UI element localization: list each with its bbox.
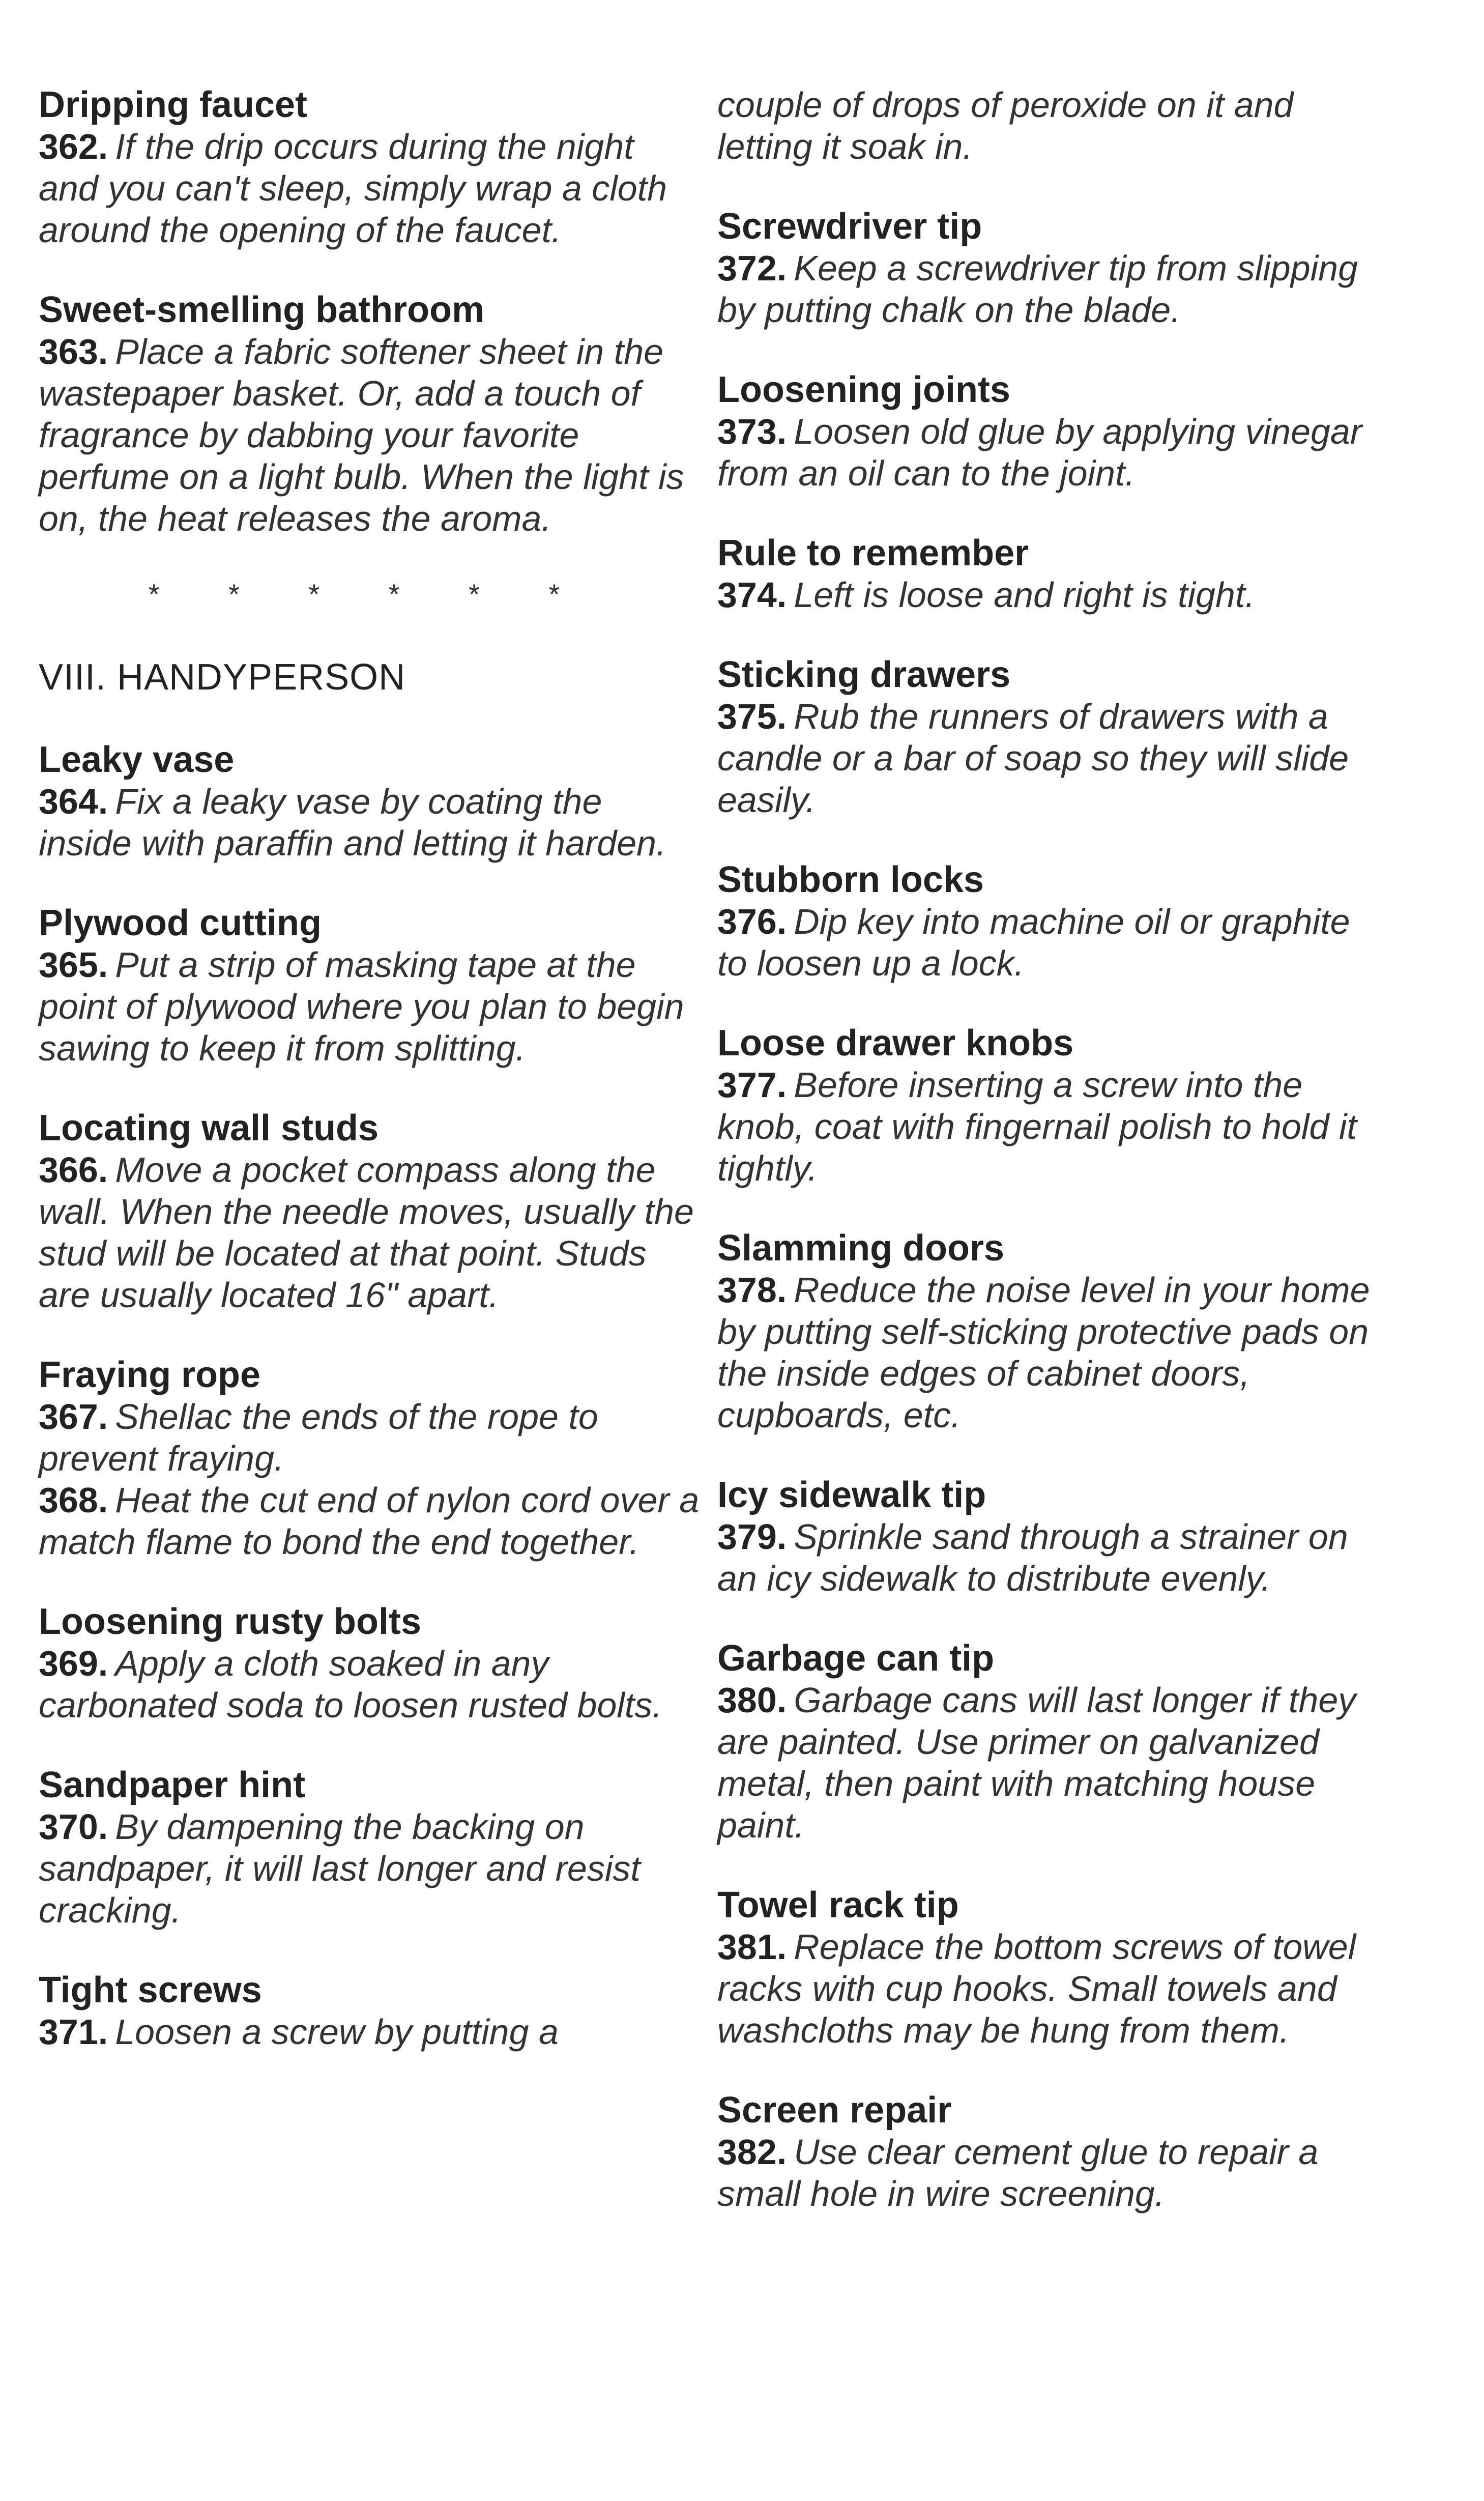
tip-entry	[717, 1474, 1379, 1599]
tip-entry	[39, 1354, 700, 1563]
tip-number: 364.	[39, 782, 108, 821]
entry-heading: Loose drawer knobs	[717, 1023, 1074, 1063]
tip-entry	[717, 206, 1379, 331]
entry-heading: Locating wall studs	[39, 1108, 379, 1148]
entry-heading: Dripping faucet	[39, 84, 308, 125]
tip-number: 367.	[39, 1397, 108, 1436]
tip-text	[717, 574, 1379, 616]
tip-text	[39, 944, 700, 1069]
section-divider: * * * * * *	[148, 578, 591, 610]
tip-body: If the drip occurs during the night and you can't sleep, simply wrap a cloth around the opening of the faucet.	[39, 127, 667, 250]
tip-number: 377.	[717, 1065, 787, 1105]
tip-number: 369.	[39, 1644, 108, 1683]
tip-number: 368.	[39, 1480, 108, 1520]
entry-heading: Slamming doors	[717, 1228, 1005, 1269]
tip-entry	[717, 654, 1379, 821]
tip-text	[717, 1679, 1379, 1846]
tip-text	[39, 331, 700, 539]
right-entries	[717, 206, 1379, 2215]
tip-body: Heat the cut end of nylon cord over a match flame to bond the end together.	[39, 1480, 700, 1562]
tip-entry	[717, 1884, 1379, 2051]
entry-heading: Icy sidewalk tip	[717, 1475, 986, 1515]
entry-heading: Leaky vase	[39, 739, 235, 780]
tip-number: 374.	[717, 575, 787, 615]
tip-number: 362.	[39, 127, 108, 166]
tip-body: Dip key into machine oil or graphite to loosen up a lock.	[717, 902, 1350, 983]
tip-number: 366.	[39, 1150, 108, 1190]
tip-body: Rub the runners of drawers with a candle or a bar of soap so they will slide easily.	[717, 697, 1349, 820]
tip-text	[39, 1643, 700, 1726]
tip-number: 379.	[717, 1517, 787, 1557]
tip-text	[39, 1396, 700, 1479]
tip-number: 376.	[717, 902, 787, 941]
tip-entry	[39, 84, 700, 251]
entry-heading: Loosening rusty bolts	[39, 1601, 422, 1642]
tip-text	[717, 1269, 1379, 1436]
tip-body: Left is loose and right is tight.	[794, 575, 1255, 615]
tip-entry	[39, 1764, 700, 1931]
tip-text	[717, 1926, 1379, 2051]
tip-number: 371.	[39, 2012, 108, 2052]
tip-text	[717, 247, 1379, 331]
entry-heading: Towel rack tip	[717, 1885, 959, 1925]
tip-number: 370.	[39, 1807, 108, 1847]
tip-body: Use clear cement glue to repair a small hole in wire screening.	[717, 2132, 1319, 2213]
tip-entry	[717, 1227, 1379, 1436]
tip-text	[39, 781, 700, 864]
tip-entry	[717, 369, 1379, 494]
left-column	[39, 84, 700, 2091]
tip-body: Move a pocket compass along the wall. When the needle moves, usually the stud will be located at that point. Studs are usually located 16" apart.	[39, 1150, 694, 1315]
tip-number: 375.	[717, 697, 787, 736]
tip-body: Garbage cans will last longer if they are painted. Use primer on galvanized metal, then paint with matching house paint.	[717, 1680, 1356, 1845]
tip-body: Before inserting a screw into the knob, coat with fingernail polish to hold it tightly.	[717, 1065, 1357, 1188]
continuation-text: couple of drops of peroxide on it and letting it soak in.	[717, 85, 1294, 166]
tip-entry	[39, 739, 700, 864]
tip-text	[39, 1149, 700, 1316]
entry-heading: Sweet-smelling bathroom	[39, 290, 485, 330]
tip-entry	[39, 289, 700, 539]
entry-heading: Loosening joints	[717, 369, 1010, 410]
entry-heading: Screen repair	[717, 2090, 952, 2131]
entry-heading: Sticking drawers	[717, 654, 1011, 695]
tip-entry	[717, 859, 1379, 984]
tip-entry	[39, 1969, 700, 2053]
left-entries-bottom	[39, 739, 700, 2053]
tip-entry	[717, 1637, 1379, 1846]
tip-text	[717, 901, 1379, 984]
tip-body: By dampening the backing on sandpaper, it will last longer and resist cracking.	[39, 1807, 641, 1930]
entry-heading: Stubborn locks	[717, 859, 984, 900]
tip-body: Sprinkle sand through a strainer on an icy sidewalk to distribute evenly.	[717, 1517, 1348, 1598]
tip-entry	[717, 532, 1379, 616]
tip-body: Place a fabric softener sheet in the wastepaper basket. Or, add a touch of fragrance by dabbing your favorite perfume on a light bulb. When the light is on, the heat releases the aroma.	[39, 332, 684, 538]
entry-heading: Sandpaper hint	[39, 1765, 306, 1805]
tip-number: 381.	[717, 1927, 787, 1967]
tip-text	[717, 1064, 1379, 1189]
tip-body: Keep a screwdriver tip from slipping by putting chalk on the blade.	[717, 248, 1358, 330]
tip-number: 365.	[39, 945, 108, 985]
entry-heading: Tight screws	[39, 1970, 262, 2010]
tip-number: 373.	[717, 412, 787, 451]
tip-entry	[39, 1601, 700, 1726]
left-entries-top	[39, 84, 700, 539]
tip-text	[717, 2131, 1379, 2215]
tip-body: Shellac the ends of the rope to prevent fraying.	[39, 1397, 598, 1478]
tip-number: 382.	[717, 2132, 787, 2172]
tip-number: 378.	[717, 1270, 787, 1310]
tip-number: 363.	[39, 332, 108, 371]
entry-heading: Rule to remember	[717, 533, 1029, 573]
section-title: VIII. HANDYPERSON	[39, 657, 406, 698]
tip-number: 380.	[717, 1680, 787, 1720]
tip-text	[39, 1806, 700, 1931]
tip-entry	[717, 1022, 1379, 1189]
entry-heading: Fraying rope	[39, 1355, 261, 1395]
tip-text	[39, 126, 700, 251]
right-column	[717, 84, 1379, 2253]
tip-body: Fix a leaky vase by coating the inside with paraffin and letting it harden.	[39, 782, 666, 863]
tip-body: Replace the bottom screws of towel racks with cup hooks. Small towels and washcloths may be hung from them.	[717, 1927, 1356, 2050]
tip-body: Put a strip of masking tape at the point of plywood where you plan to begin sawing to keep it from splitting.	[39, 945, 684, 1068]
entry-heading: Screwdriver tip	[717, 206, 982, 247]
tip-entry	[39, 902, 700, 1069]
tip-body: Apply a cloth soaked in any carbonated soda to loosen rusted bolts.	[39, 1644, 662, 1725]
tip-text	[39, 1479, 700, 1563]
tip-text	[717, 696, 1379, 821]
tip-text	[717, 411, 1379, 494]
entry-heading: Plywood cutting	[39, 903, 322, 943]
tip-body: Loosen old glue by applying vinegar from an oil can to the joint.	[717, 412, 1362, 493]
tip-body: Loosen a screw by putting a	[115, 2012, 559, 2052]
tip-text	[717, 1516, 1379, 1599]
tip-text	[39, 2011, 700, 2053]
tip-entry	[717, 2089, 1379, 2215]
tip-number: 372.	[717, 248, 787, 288]
tip-entry	[39, 1107, 700, 1316]
tip-body: Reduce the noise level in your home by putting self-sticking protective pads on the inside edges of cabinet doors, cupboards, etc.	[717, 1270, 1370, 1435]
entry-heading: Garbage can tip	[717, 1638, 995, 1679]
